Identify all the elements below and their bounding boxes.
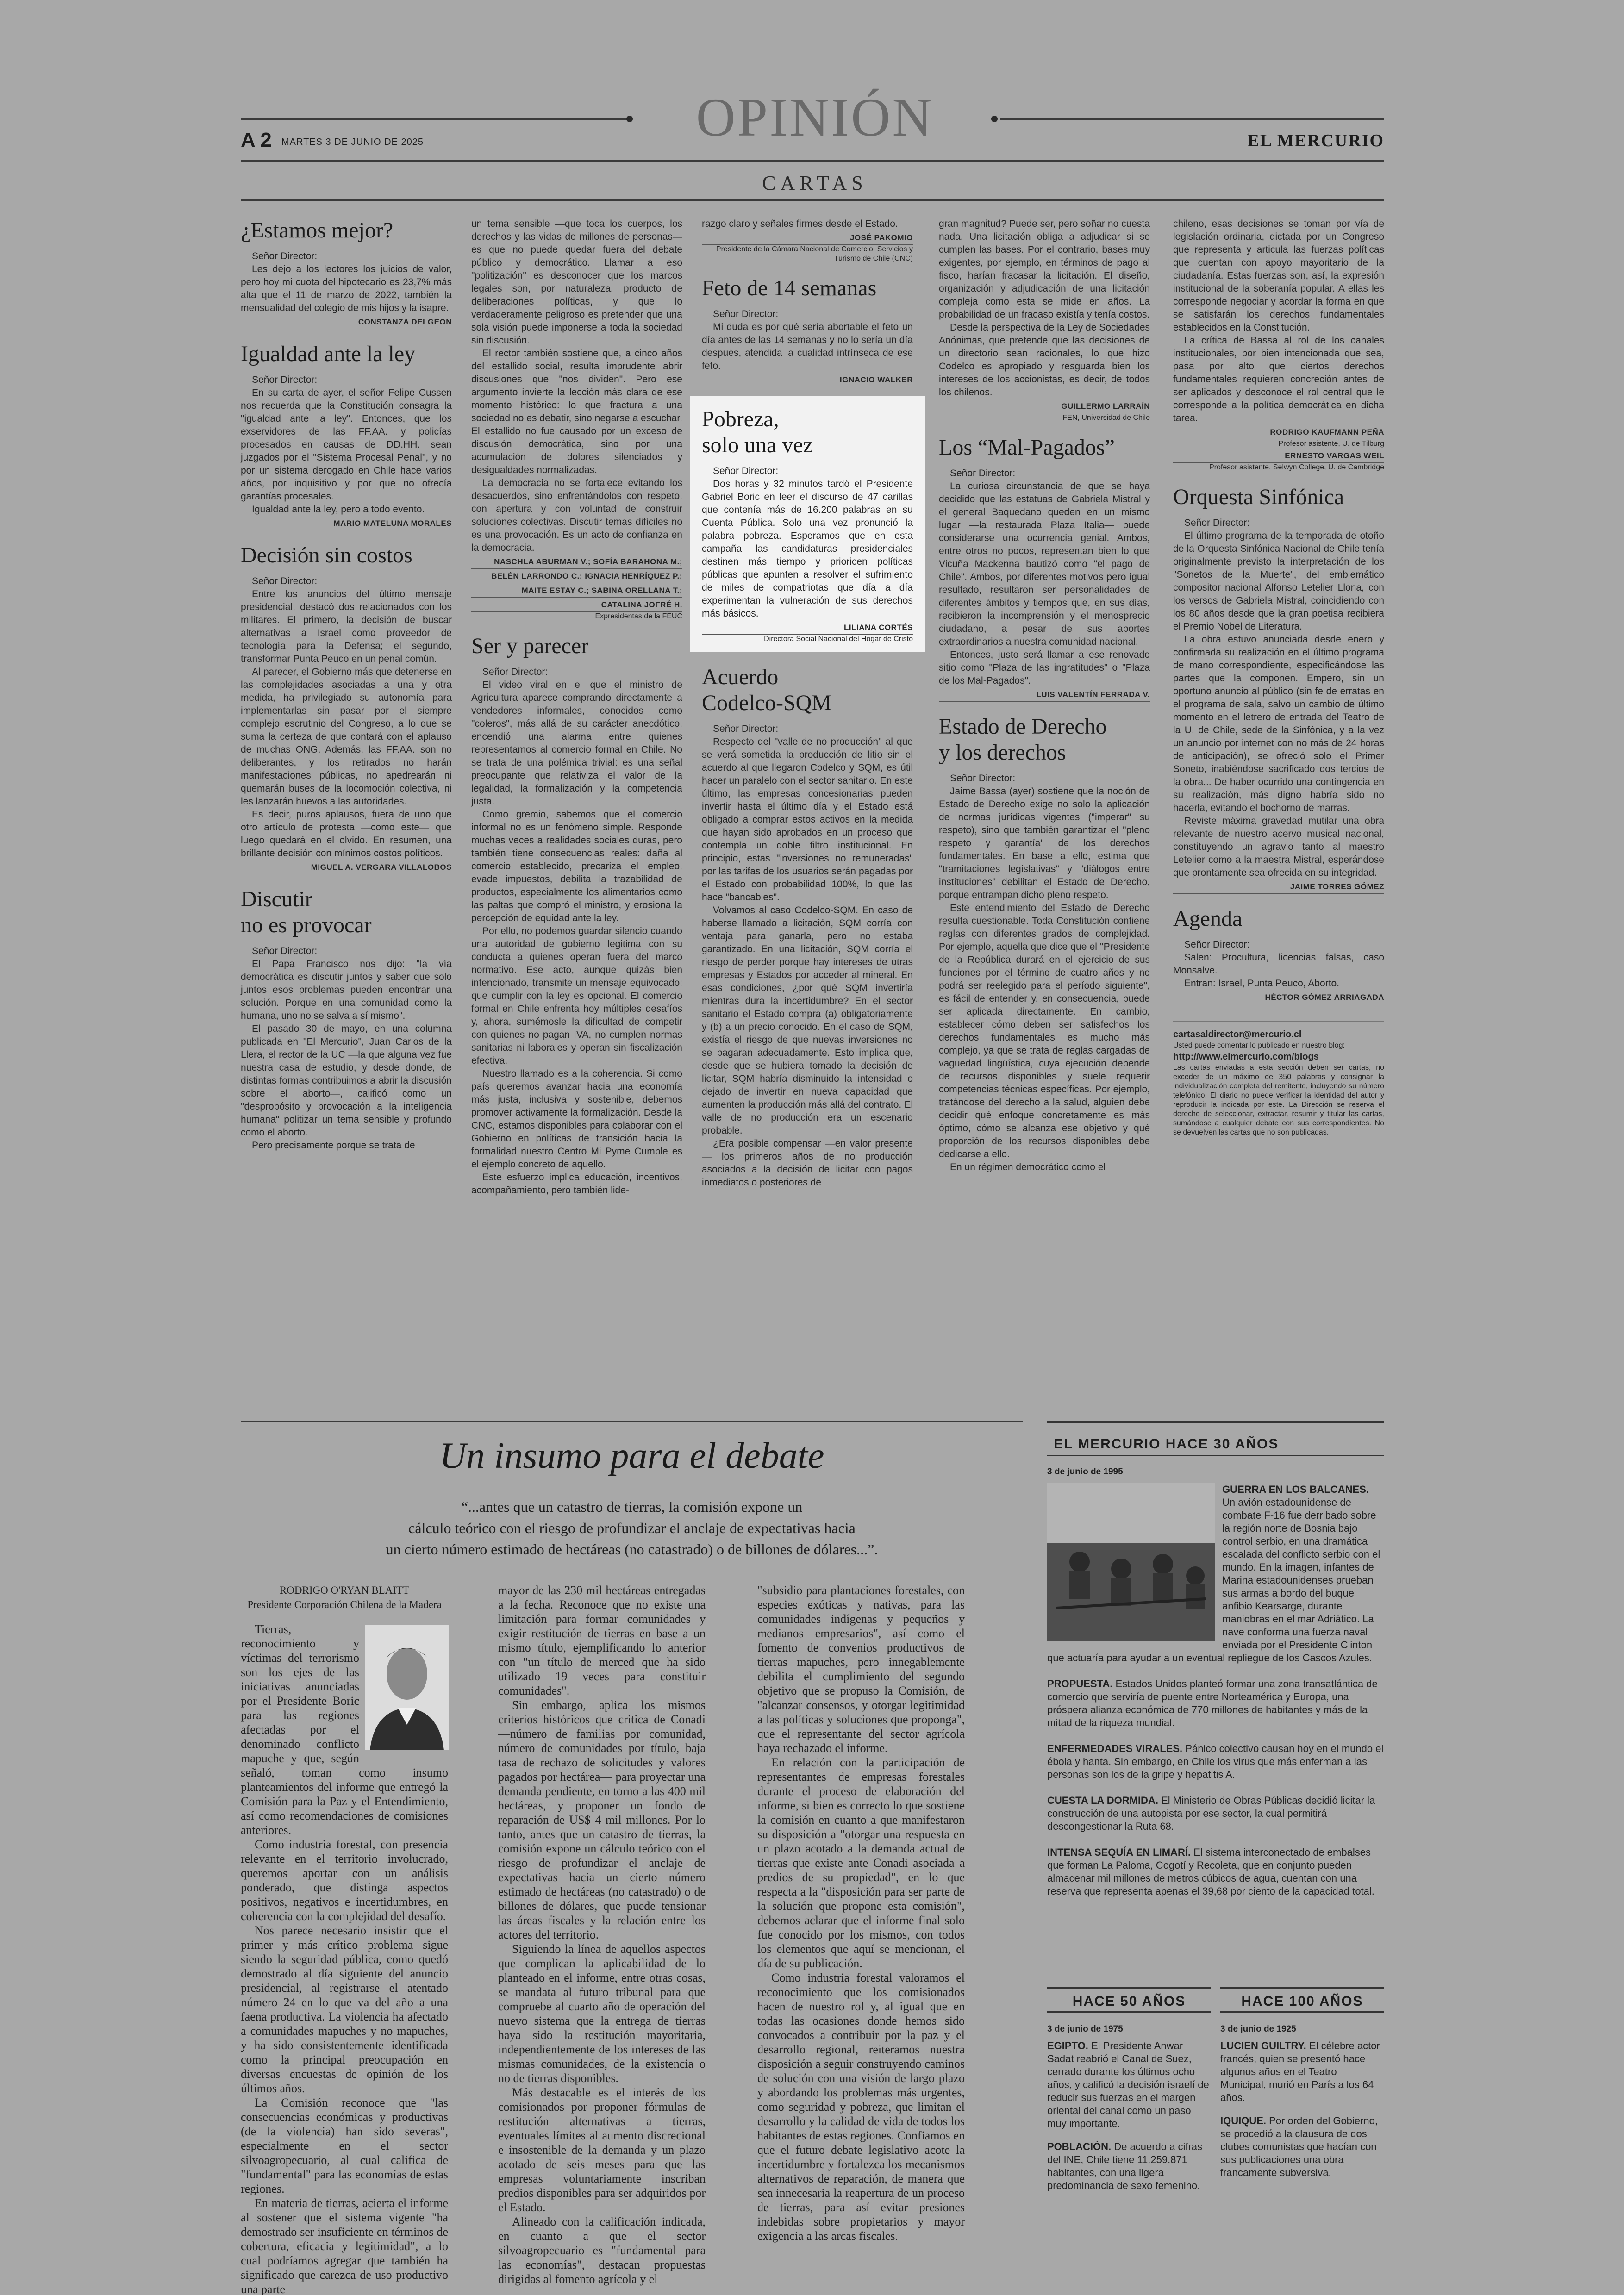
letter-paragraph: Mi duda es por qué sería abortable el feto un día antes de las 14 semanas y no lo sería un día después, atendida la cualidad intrínseca de ese feto. <box>702 322 913 371</box>
hace30-item <box>1047 1678 1384 1729</box>
essay-paragraph: Como industria forestal valoramos el reconocimiento que los comisionados hacen de nuestro rol y, al igual que en todas las ocasiones donde hemos sido convocados a contribuir por la paz y el desarrollo regional, reiteramos nuestra disposición a seguir construyendo caminos de solución con una visión de largo plazo y abordando los problemas más urgentes, como seguridad y pobreza, que limitan el desarrollo y la calidad de vida de todos los habitantes de estas regiones. Confiamos en que el futuro debate legislativo acote la incertidumbre y fortalezca los mecanismos alternativos de reparación, de manera que sea innecesaria la reapertura de un proceso de tierras, para así evitar presiones indebidas sobre propietarios y mayor exigencia a las arcas fiscales. <box>757 1971 965 2243</box>
title-line: Estado de Derecho <box>939 714 1107 739</box>
letter-title: Los “Mal-Pagados” <box>939 435 1115 460</box>
essay-title: Un insumo para el debate <box>439 1435 824 1476</box>
item-title: PROPUESTA. <box>1047 1678 1113 1690</box>
salutation: Señor Director: <box>252 946 318 956</box>
letter-paragraph: Les dejo a los lectores los juicios de valor, pero hoy mi cuota del hipotecario es 23,7% más alta que el 11 de marzo de 2022, también la mensualidad del colegio de mis hijos y la isapre. <box>241 264 452 313</box>
header-rule <box>241 160 1384 162</box>
issue-date: MARTES 3 DE JUNIO DE 2025 <box>281 137 424 147</box>
item-text: Pánico colectivo causan hoy en el mundo el ébola y hanta. Sin embargo, en Chile los virus que más enferman a las personas son los de la gripe y hepatitis A. <box>1047 1743 1384 1780</box>
hace30-lead-title: GUERRA EN LOS BALCANES. <box>1222 1484 1369 1495</box>
letter-signature: ERNESTO VARGAS WEIL <box>1173 449 1384 463</box>
letter-title <box>939 714 1150 766</box>
letter-paragraph: Desde la perspectiva de la Ley de Sociedades Anónimas, que pretende que las decisiones de un directorio sean racionales, lo que hizo Codelco es apropiado y resguarda bien los intereses de los accionistas, es decir, de todos los chilenos. <box>939 322 1150 398</box>
hace30-date: 3 de junio de 1995 <box>1047 1467 1123 1477</box>
hace50-heading: HACE 50 AÑOS <box>1047 1987 1211 2013</box>
essay-author-role: Presidente Corporación Chilena de la Madera <box>247 1599 442 1610</box>
item-title: ENFERMEDADES VIRALES. <box>1047 1743 1183 1754</box>
letter-paragraph: El video viral en el que el ministro de Agricultura aparece comprando directamente a vendedores informales, conocidos como "coleros", más allá de su carácter anecdótico, encendió una alarma entre quienes representamos al comercio formal en Chile. No se trata de una polémica trivial: es una señal preocupante que relativiza el valor de la legalidad, la formalización y la competencia justa. <box>471 680 682 807</box>
item-text: El célebre actor francés, quien se presentó hace algunos años en el Teatro Municipal, murió en París a los 64 años. <box>1220 2040 1380 2103</box>
hace100-section <box>1220 2023 1384 2179</box>
marines-photo-icon <box>1047 1483 1215 1641</box>
salutation: Señor Director: <box>1184 939 1250 950</box>
letter-paragraph: En su carta de ayer, el señor Felipe Cussen nos recuerda que la Constitución consagra la "igualdad ante la ley". Entonces, que los exservidores de las FF.AA. y policías procesados en causas de DD.HH. sean juzgados por el "Sistema Procesal Penal", y no por un sistema derogado en Chile hace varios años, por inquisitivo y por que no ofrecía garantías procesales. <box>241 387 452 502</box>
letter-paragraph: En un régimen democrático como el <box>950 1162 1106 1172</box>
letter-signature: MAITE ESTAY C.; SABINA ORELLANA T.; <box>471 584 682 598</box>
letter-signature: JAIME TORRES GÓMEZ <box>1173 880 1384 894</box>
letter-paragraph: Jaime Bassa (ayer) sostiene que la noción de Estado de Derecho exige no solo la aplicación de normas jurídicas vigentes ("imperar" su respeto), sino que también garantizar el "pleno respeto y garantía" de los derechos fundamentales. En base a ello, estima que "tramitaciones legislativas" y "diálogos entre instituciones" debilitan el Estado de Derecho, porque entrampan dicho pleno respeto. <box>939 786 1150 900</box>
letter-paragraph: La democracia no se fortalece evitando los desacuerdos, sino enfrentándolos con respeto, con apertura y con voluntad de construir soluciones colectivas. Discutir temas difíciles no es una provocación. Es un acto de confianza en la democracia. <box>471 478 682 553</box>
signature-affiliation: Expresidentas de la FEUC <box>595 612 682 620</box>
letter-paragraph: La crítica de Bassa al rol de los canales institucionales, por bien intencionada que sea, pasa por alto que ciertos derechos fundamentales requieren concreción antes de ser aplicados y desconoce el rol central que le corresponde a la política democrática en dicha tarea. <box>1173 335 1384 424</box>
item-title: LUCIEN GUILTRY. <box>1220 2040 1306 2052</box>
letter-title: ¿Estamos mejor? <box>241 218 394 243</box>
item-title: POBLACIÓN. <box>1047 2141 1112 2152</box>
essay-column-3 <box>757 1583 965 2243</box>
page-number: A 2 <box>241 129 272 151</box>
essay-paragraph: Más destacable es el interés de los comisionados por proponer fórmulas de restitución alternativas a tierras, eventuales límites al aumento discrecional e insostenible de la demanda y un plazo acotado de seis meses para que las empresas voluntariamente inscriban predios disponibles para ser adquiridos por el Estado. <box>498 2086 706 2214</box>
essay-column-1 <box>241 1583 448 2295</box>
signature-affiliation: Profesor asistente, U. de Tilburg <box>1278 440 1384 448</box>
section-title: OPINIÓN <box>696 87 934 148</box>
essay-pullquote <box>278 1496 986 1560</box>
salutation: Señor Director: <box>252 374 318 385</box>
letter-paragraph: Respecto del "valle de no producción" al que se verá sometida la producción de litio sin el acuerdo al que llegaron Codelco y SQM, es útil hacer un paralelo con el sector sanitario. En este último, las empresas concesionarias pueden invertir hasta el último día y el Estado está obligado a comprar estos activos en la medida que hayan sido aprobados en un proceso que contempla un doble filtro institucional. En principio, estas "inversiones no remuneradas" por las tarifas de los usuarios serán pagadas por el Estado con probabilidad 100%, lo que las hace "bancables". <box>702 736 913 903</box>
author-portrait-icon <box>365 1625 449 1750</box>
letter-paragraph: Reviste máxima gravedad mutilar una obra relevante de nuestro acervo musical nacional, constituyendo un agravio tanto al maestro Letelier como a la maestra Mistral, esperándose que prontamente sea ofrecida en su integridad. <box>1173 816 1384 878</box>
essay-paragraph: Tierras, reconocimiento y víctimas del terrorismo son los ejes de las iniciativas anunciadas por el Presidente Boric para las regiones afectadas por el denominado conflicto mapuche y que, según señaló, toman como insumo planteamientos del informe que entregó la Comisión para la Paz y el Entendimiento, así como recomendaciones de comisiones anteriores. <box>241 1622 448 1837</box>
letter-paragraph: La obra estuvo anunciada desde enero y confirmada su realización en el último programa de mano correspondiente, especificándose las partes que la componen. Empero, sin un oportuno anuncio al público (sin fe de erratas en el programa de sala, salvo un cambio de último momento en el letrero de entrada del Teatro de la U. de Chile, sede de la Sinfónica, y a la vez un anuncio por internet con no más de 24 horas de anticipación), se ofreció solo el Primer Soneto, inabiéndose sacrificado dos tercios de la obra... De haber ocurrido una contingencia en su realización, más digno habría sido no hacerla, evitando el bochorno de marras. <box>1173 634 1384 813</box>
hace50-section <box>1047 2023 1211 2192</box>
item-text: De acuerdo a cifras del INE, Chile tiene 11.259.871 habitantes, con una ligera predominancia de sexo femenino. <box>1047 2141 1203 2191</box>
blog-link[interactable]: http://www.elmercurio.com/blogs <box>1173 1052 1319 1062</box>
letter-paragraph: chileno, esas decisiones se toman por vía de legislación ordinaria, dictada por un Congreso que representa y articula las fuerzas políticas que cuentan con apoyo mayoritario de la ciudadanía. Estas fuerzas son, así, la expresión institucional de la soberanía popular. A ellas les corresponde negociar y acordar la forma en que se satisfarán los derechos fundamentales establecidos en la Constitución. <box>1173 218 1384 333</box>
letters-column-5 <box>1173 218 1384 1137</box>
essay-paragraph: Como industria forestal, con presencia relevante en el territorio involucrado, queremos aportar con un análisis ponderado, que distinga aspectos positivos, negativos e incertidumbres, en coherencia con la complejidad del desafío. <box>241 1838 448 1923</box>
letter-paragraph: Igualdad ante la ley, pero a todo evento. <box>252 504 425 515</box>
item-text: Estados Unidos planteó formar una zona transatlántica de comercio que serviría de puente entre Norteamérica y Europa, una próspera alianza económica de 770 millones de habitantes y más de la mitad de la riqueza mundial. <box>1047 1678 1378 1728</box>
hace100-date: 3 de junio de 1925 <box>1220 2024 1296 2034</box>
essay-paragraph: Siguiendo la línea de aquellos aspectos que complican la aplicabilidad de lo planteado en el informe, entre otras cosas, se mandata al futuro tribunal para que compruebe al cuarto año de operación del nuevo sistema que la entrega de tierras haya sido la restitución mayoritaria, independientemente de los intereses de las mismas comunidades, de la existencia o no de tierras disponibles. <box>498 1942 706 2085</box>
letter-paragraph: Dos horas y 32 minutos tardó el Presidente Gabriel Boric en leer el discurso de 47 carillas que contenía más de 16.200 palabras en su Cuenta Pública. Solo una vez pronunció la palabra pobreza. Esperamos que en esta campaña las candidaturas presidenciales destinen más tiempo y prioricen políticas públicas que apunten a resolver el sufrimiento de miles de compatriotas que día a día experimentan la vulneración de sus derechos más básicos. <box>702 479 913 619</box>
header-rule-right <box>1000 118 1384 120</box>
pullquote-line: cálculo teórico con el riesgo de profundizar el anclaje de expectativas hacia <box>408 1520 856 1536</box>
hace30-item <box>1047 1742 1384 1781</box>
letters-column-4 <box>939 218 1150 1174</box>
letter-signature: LILIANA CORTÉS <box>702 621 913 635</box>
item-title: CUESTA LA DORMIDA. <box>1047 1795 1158 1806</box>
letter-paragraph: El Papa Francisco nos dijo: "la vía democrática es discutir juntos y saber que solo juntos esos problemas pueden encontrar una solución. Porque en una comunidad como la humana, uno no se salva a sí mismo". <box>241 959 452 1021</box>
title-line: Codelco-SQM <box>702 691 831 715</box>
item-text: El Presidente Anwar Sadat reabrió el Canal de Suez, cerrado durante los últimos ocho años, y calificó la decisión israelí de reducir sus fuerzas en el margen oriental del canal como un paso muy importante. <box>1047 2040 1209 2129</box>
signature-affiliation: Profesor asistente, Selwyn College, U. de Cambridge <box>1209 463 1384 471</box>
salutation: Señor Director: <box>950 773 1016 784</box>
letter-signature: MIGUEL A. VERGARA VILLALOBOS <box>241 861 452 874</box>
letter-paragraph: Nuestro llamado es a la coherencia. Si como país queremos avanzar hacia una economía más justa, inclusiva y sostenible, debemos promover activamente la formalización. Desde la CNC, estamos disponibles para colaborar con el Gobierno en políticas de transición hacia la formalidad nuestro Centro Mi Pyme Cumple es el ejemplo concreto de aquello. <box>471 1068 682 1170</box>
letter-paragraph: ¿Era posible compensar —en valor presente— los primeros años de no producción asociados a la decisión de licitar con pagos inmediatos o posteriores de <box>702 1138 913 1188</box>
sidebar-top-rule <box>1047 1421 1384 1423</box>
letter-paragraph: Es decir, puros aplausos, fuera de uno que otro artículo de protesta —como este— que luego quedará en el olvido. En resumen, una brillante decisión con mínimos costos políticos. <box>241 809 452 859</box>
blog-intro: Usted puede comentar lo publicado en nuestro blog: <box>1173 1041 1345 1049</box>
letter-paragraph: Entre los anuncios del último mensaje presidencial, destacó dos relacionados con los militares. El primero, la decisión de buscar alternativas a Israel como proveedor de tecnología para la Defensa; el segundo, transformar Punta Peuco en un penal común. <box>241 589 452 664</box>
letter-paragraph: La curiosa circunstancia de que se haya decidido que las estatuas de Gabriela Mistral y el general Baquedano queden en un mismo lugar —la restaurada Plaza Italia— puede considerarse una ocurrencia genial. Ambos, entre otros no pocos, representan bien lo que Vicuña Mackenna bautizó como "el pago de Chile". Ambos, por diferentes motivos pero igual resultado, resultaron ser personalidades de diferentes ámbitos y tiempos que, en sus días, recibieron la incomprensión y el menosprecio ciudadano, a pesar de sus aportes extraordinarios a nuestra comunidad nacional. <box>939 481 1150 647</box>
hace30-item <box>1047 1794 1384 1833</box>
hace50-item <box>1047 2140 1211 2192</box>
letter-paragraph: El rector también sostiene que, a cinco años del estallido social, resulta imprudente abrir discusiones que "nos dividen". Pero ese argumento invierte la lección más clara de ese momento histórico: lo que fractura a una sociedad no es debatir, sino negarse a escuchar. El estallido no fue causado por un exceso de discusión democrática, sino por una acumulación de dolores silenciados y desigualdades normalizadas. <box>471 348 682 475</box>
letters-rules: Las cartas enviadas a esta sección deben ser cartas, no exceder de un máximo de 350 palabras y consignar la individualización completa del remitente, incluyendo su número telefónico. El diario no puede verificar la identidad del autor y reproducir la indicada por este. La Dirección se reserva el derecho de seleccionar, extractar, resumir y titular las cartas, sumándose a cualquier debate con sus correspondientes. No se devuelven las cartas que no son publicadas. <box>1173 1064 1384 1136</box>
letter-title: Orquesta Sinfónica <box>1173 485 1344 509</box>
letter-signature: GUILLERMO LARRAÍN <box>939 400 1150 413</box>
item-title: IQUIQUE. <box>1220 2115 1267 2127</box>
essay-paragraph: La Comisión reconoce que "las consecuencias económicas y productivas (de la violencia) han sido severas", especialmente en el sector silvoagropecuario, al cual califica de "fundamental" para las economías de estas regiones. <box>241 2096 448 2195</box>
essay-paragraph: En relación con la participación de representantes de empresas forestales durante el proceso de elaboración del informe, si bien es correcto lo que sostiene la comisión en cuanto a que manifestaron su disposición a "otorgar una respuesta en un plazo acotado a la demanda actual de tierras que existe ante Conadi asociada a predios de su propiedad", en lo que respecta a la "disposición para ser parte de la solución que propone esta comisión", debemos aclarar que el informe final solo fue conocido por los mismos, con todos los elementos que aquí se mencionan, el día de su publicación. <box>757 1756 965 1970</box>
letter-paragraph: gran magnitud? Puede ser, pero soñar no cuesta nada. Una licitación obliga a adjudicar si se cumplen las bases. Por el contrario, bases muy exigentes, por ejemplo, en términos de pago al fisco, harían fracasar la licitación. El diseño, organización y adjudicación de una licitación compleja como esta se mide en años. La probabilidad de un fracaso existía y tenía costos. <box>939 218 1150 320</box>
essay-paragraph: mayor de las 230 mil hectáreas entregadas a la fecha. Reconoce que no existe una limitación para formar comunidades y exigir restitución de tierras en base a un mismo título, ejemplificando lo anterior con "un título de merced que ha sido utilizado 19 veces para constituir comunidades". <box>498 1584 706 1697</box>
letter-paragraph: Pero precisamente porque se trata de <box>252 1140 415 1151</box>
title-line: y los derechos <box>939 740 1066 765</box>
salutation: Señor Director: <box>1184 518 1250 528</box>
item-title: EGIPTO. <box>1047 2040 1088 2052</box>
letter-title <box>241 886 452 938</box>
letter-signature: IGNACIO WALKER <box>702 374 913 387</box>
letter-paragraph: Por ello, no podemos guardar silencio cuando una autoridad de gobierno legitima con su conducta a quienes operan fuera del marco normativo. Ese acto, aunque quizás bien intencionado, transmite un mensaje equivocado: que cumplir con la ley es opcional. El comercio formal en Chile enfrenta hoy múltiples desafíos y, ahora, sumémosle la dificultad de competir con quienes no pagan IVA, no cumplen normas sanitarias ni laborales y operan sin fiscalización efectiva. <box>471 926 682 1066</box>
signature-affiliation: Presidente de la Cámara Nacional de Comercio, Servicios y Turismo de Chile (CNC) <box>716 245 913 262</box>
hace100-heading: HACE 100 AÑOS <box>1220 1987 1384 2013</box>
hace50-date: 3 de junio de 1975 <box>1047 2024 1123 2034</box>
salutation: Señor Director: <box>713 723 779 734</box>
contact-box <box>1173 1021 1384 1137</box>
hace30-heading: EL MERCURIO HACE 30 AÑOS <box>1047 1432 1384 1456</box>
salutation: Señor Director: <box>950 468 1016 479</box>
author-photo <box>365 1625 448 1750</box>
letter-paragraph: Salen: Procultura, licencias falsas, caso Monsalve. <box>1173 952 1384 976</box>
letter-title <box>702 664 913 716</box>
essay-paragraph: Alineado con la calificación indicada, en cuanto a que el sector silvoagropecuario es "fundamental para las economías", destacan propuestas dirigidas al fomento agrícola y el <box>498 2215 706 2286</box>
letter-paragraph: Volvamos al caso Codelco-SQM. En caso de haberse llamado a licitación, SQM corría con ventaja para ganarla, pero no estaba garantizado. En una licitación, SQM corría el riesgo de perder porque hay intereses de otras empresas y Estados por acceder al mineral. En esas condiciones, ¿por qué SQM invertiría mientras dura la incertidumbre? En el sector sanitario el Estado compra (a) obligatoriamente y (b) a un precio conocido. En el caso de SQM, existía el riesgo de que nuevas inversiones no se pagaran adecuadamente. Esto implica que, desde que se hubiera tomado la decisión de licitar, SQM habría disminuido la intensidad o dejado de invertir en nueva capacidad que aumenten la producción más allá del contrato. El valle de no producción era un escenario probable. <box>702 905 913 1136</box>
essay-paragraph: "subsidio para plantaciones forestales, con especies exóticas y nativas, para las comunidades indígenas y pequeños y medianos empresarios", así como el fomento de convenios productivos de tierras mapuches, pero innegablemente debilita el cumplimiento del segundo objetivo que se propuso la Comisión, de "alcanzar consensos, y otorgar legitimidad a las políticas y soluciones que proponga", que el representante del sector agrícola haya rechazado el informe. <box>757 1584 965 1755</box>
essay-top-rule <box>241 1421 1023 1422</box>
cartas-rule <box>241 199 1384 201</box>
highlighted-letter-box <box>690 396 925 652</box>
letter-paragraph: Entonces, justo será llamar a ese renovado sitio como "Plaza de las ingratitudes" o "Plaza de los Mal-Pagados". <box>939 649 1150 686</box>
title-line: Pobreza, <box>702 407 779 431</box>
letter-paragraph: Como gremio, sabemos que el comercio informal no es un fenómeno simple. Responde muchas veces a realidades sociales duras, pero también tiene consecuencias reales: daña al comercio establecido, precariza el empleo, evade impuestos, debilita la trazabilidad de productos, especialmente los alimentarios como las paltas que compró el ministro, y erosiona la percepción de equidad ante la ley. <box>471 809 682 923</box>
header-ornament-left <box>626 116 633 122</box>
essay-paragraph: Nos parece necesario insistir que el primer y más crítico problema sigue siendo la seguridad pública, como quedó demostrado al día siguiente del anuncio presidencial, al registrarse el atentado número 24 en lo que va del año a una faena productiva. La violencia ha afectado a comunidades mapuches y no mapuches, y ha sido consistentemente identificada como la principal preocupación en diversas encuestas de opinión de los últimos años. <box>241 1924 448 2095</box>
signature-affiliation: Directora Social Nacional del Hogar de Cristo <box>764 635 913 643</box>
item-text: Por orden del Gobierno, se procedió a la clausura de dos clubes comunistas que hacían con sus publicaciones una obra francamente subversiva. <box>1220 2115 1378 2178</box>
essay-paragraph: Sin embargo, aplica los mismos criterios históricos que critica de Conadi —número de familias por comunidad, número de comunidades por título, baja tasa de rechazo de solicitudes y valores pagados por hectárea— para proyectar una demanda pendiente, en torno a las 400 mil hectáreas, y proponer un fondo de reparación de US$ 4 mil millones. Por lo tanto, antes que un catastro de tierras, la comisión expone un cálculo teórico con el riesgo de profundizar el anclaje de expectativas hacia un cierto número estimado de hectáreas (no catastrado) o de billones de dólares, que puede tensionar las áreas fiscales y la relación entre los actores del territorio. <box>498 1698 706 1941</box>
letter-signature: NASCHLA ABURMAN V.; SOFÍA BARAHONA M.; <box>471 555 682 569</box>
essay-author: RODRIGO O'RYAN BLAITT <box>279 1584 410 1596</box>
salutation: Señor Director: <box>713 309 779 319</box>
letter-title: Decisión sin costos <box>241 543 412 568</box>
contact-email[interactable]: cartasaldirector@mercurio.cl <box>1173 1029 1302 1040</box>
hace50-item <box>1047 2039 1211 2130</box>
letter-paragraph: El último programa de la temporada de otoño de la Orquesta Sinfónica Nacional de Chile tenía originalmente previsto la interpretación de los "Sonetos de la Muerte", del emblemático compositor nacional Alfonso Letelier Llona, con los versos de Gabriela Mistral, coincidiendo con los 80 años desde que la gran poetisa recibiera el Premio Nobel de Literatura. <box>1173 530 1384 632</box>
essay-column-2 <box>498 1583 706 2286</box>
letter-signature: LUIS VALENTÍN FERRADA V. <box>939 688 1150 702</box>
letter-paragraph: Este esfuerzo implica educación, incentivos, acompañamiento, pero también lide- <box>471 1172 682 1196</box>
header-rule-left <box>241 118 630 120</box>
letter-signature: BELÉN LARRONDO C.; IGNACIA HENRÍQUEZ P.; <box>471 570 682 583</box>
letter-paragraph: un tema sensible —que toca los cuerpos, los derechos y las vidas de millones de personas— es que no puede quedar fuera del debate público y democrático. Llamar a eso "politización" es desconocer que los marcos legales son, por naturaleza, producto de deliberaciones políticas, y que lo verdaderamente peligroso es pretender que una sola visión puede imponerse a toda la sociedad sin discusión. <box>471 218 682 346</box>
letter-title: Igualdad ante la ley <box>241 342 416 366</box>
letter-signature: MARIO MATELUNA MORALES <box>241 517 452 530</box>
letter-title: Feto de 14 semanas <box>702 276 877 300</box>
salutation: Señor Director: <box>252 251 318 262</box>
pullquote-line: “...antes que un catastro de tierras, la comisión expone un <box>461 1498 803 1515</box>
letter-title: Ser y parecer <box>471 634 589 658</box>
letter-signature: RODRIGO KAUFMANN PEÑA <box>1173 426 1384 439</box>
essay-paragraph: En materia de tierras, acierta el informe al sostener que el sistema vigente "ha demostrado ser insuficiente en términos de cobertura, eficacia y legitimidad", a lo cual podríamos agregar que también ha significado que carezca de uso productivo una parte <box>241 2196 448 2295</box>
letter-title <box>702 406 913 458</box>
title-line: Discutir <box>241 887 312 911</box>
item-text: El Ministerio de Obras Públicas decidió licitar la construcción de una autopista por ese sector, la cual permitirá descongestionar la Ruta 68. <box>1047 1795 1375 1832</box>
item-text: El sistema interconectado de embalses que forman La Paloma, Cogotí y Recoleta, que en conjunto pueden almacenar mil millones de metros cúbicos de agua, cuentan con una reserva que representa apenas el 39,68 por ciento de la capacidad total. <box>1047 1846 1374 1897</box>
title-line: Acuerdo <box>702 665 779 689</box>
item-title: INTENSA SEQUÍA EN LIMARÍ. <box>1047 1846 1191 1858</box>
letter-paragraph: Entran: Israel, Punta Peuco, Aborto. <box>1184 978 1340 989</box>
letters-column-2 <box>471 218 682 1197</box>
letter-paragraph: Este entendimiento del Estado de Derecho resulta cuestionable. Toda Constitución contiene reglas con diferentes grados de complejidad. Por ejemplo, aquella que dice que el "Presidente de la República durará en el ejercicio de sus funciones por el término de cuatro años y no podrá ser reelegido para el período siguiente", es fácil de entender y, en consecuencia, puede ser aplicada directamente. En cambio, establecer cómo deben ser satisfechos los derechos fundamentales es mucho más complejo, ya que se trata de reglas cargadas de vaguedad lingüística, cuya ejecución depende de recursos disponibles y suele requerir competencias técnicas específicas. Por ejemplo, tratándose del derecho a la salud, alguien debe decidir qué enfoque concretamente es más óptimo, cómo se alcanza ese objetivo y qué proporción de los recursos disponibles debe dedicarse a ello. <box>939 903 1150 1160</box>
letter-paragraph: El pasado 30 de mayo, en una columna publicada en "El Mercurio", Juan Carlos de la Llera, el rector de la UC —la que alguna vez fue nuestra casa de estudio, y desde donde, de distintas formas contribuimos a abrir la discusión sobre el aborto—, calificó como un "despropósito y provocación a la inteligencia humana" politizar un tema sensible y profundo como el aborto. <box>241 1023 452 1138</box>
title-line: no es provocar <box>241 913 372 937</box>
letter-signature: JOSÉ PAKOMIO <box>702 231 913 245</box>
letter-paragraph: Al parecer, el Gobierno más que detenerse en las complejidades asociadas a una y otra medida, ha privilegiado su autonomía para implementarlas sin pasar por el siempre complejo escrutinio del Congreso, a lo que se suma la certeza de que contará con el aplauso de muchas ONG. Además, las FF.AA. son no deliberantes, y los retirados no harán manifestaciones públicas, no apedrearán ni quemarán buses de la locomoción colectiva, ni les lanzarán huevos a las autoridades. <box>241 667 452 807</box>
letter-signature: CATALINA JOFRÉ H. <box>471 599 682 612</box>
signature-affiliation: FEN, Universidad de Chile <box>1062 414 1150 422</box>
salutation: Señor Director: <box>713 466 779 476</box>
hace30-photo <box>1047 1483 1215 1641</box>
pullquote-line: un cierto número estimado de hectáreas (no catastrado) o de billones de dólares...”. <box>386 1541 878 1558</box>
hace30-section <box>1047 1466 1384 1898</box>
letter-title: Agenda <box>1173 906 1243 931</box>
letters-column-1 <box>241 218 452 1152</box>
letter-signature: CONSTANZA DELGEON <box>241 316 452 329</box>
title-line: solo una vez <box>702 433 813 457</box>
subsection-title: CARTAS <box>762 172 868 194</box>
hace30-item <box>1047 1846 1384 1898</box>
hace100-item <box>1220 2039 1384 2104</box>
salutation: Señor Director: <box>482 667 548 677</box>
letter-paragraph: razgo claro y señales firmes desde el Estado. <box>702 218 898 229</box>
hace30-lead-text: Un avión estadounidense de combate F-16 fue derribado sobre la región norte de Bosnia bajo control serbio, en una dramática escalada del conflicto serbio con el mundo. En la imagen, infantes de Marina estadounidenses prueban sus armas a bordo del buque anfibio Kearsarge, durante maniobras en el mar Adriático. La nave conforma una fuerza naval enviada por el Presidente Clinton que actuaría para ayudar a un eventual repliegue de los Cascos Azules. <box>1047 1497 1380 1664</box>
header-ornament-right <box>991 116 998 122</box>
salutation: Señor Director: <box>252 576 318 586</box>
letters-column-3 <box>702 218 913 1189</box>
hace100-item <box>1220 2114 1384 2179</box>
masthead-brand: EL MERCURIO <box>1247 131 1384 150</box>
letter-signature: HÉCTOR GÓMEZ ARRIAGADA <box>1173 991 1384 1004</box>
